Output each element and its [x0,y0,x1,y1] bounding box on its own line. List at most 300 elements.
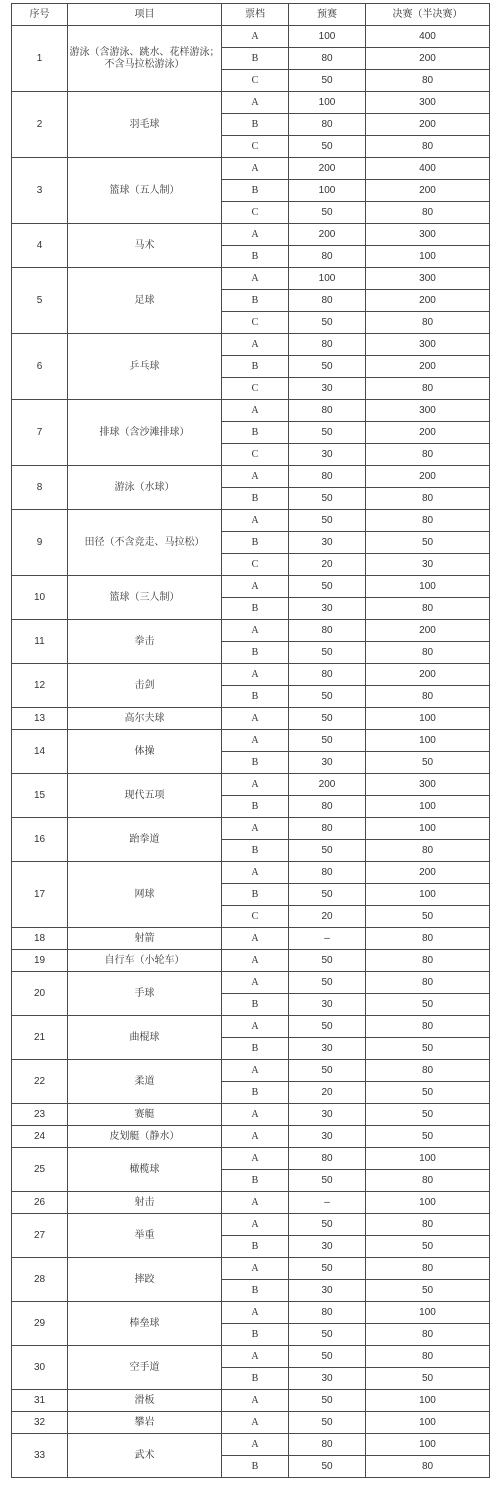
prelim-price-cell: 80 [289,290,366,312]
final-price-cell: 100 [366,1192,490,1214]
event-name: 棒垒球 [68,1302,222,1346]
tier-cell: A [222,1192,289,1214]
table-row [12,1302,490,1324]
prelim-price-cell: – [289,928,366,950]
final-price-cell: 200 [366,356,490,378]
final-price-cell: 80 [366,642,490,664]
prelim-price-cell: 30 [289,1126,366,1148]
prelim-price-cell: 100 [289,180,366,202]
prelim-price-cell: 30 [289,598,366,620]
ticket-price-table [11,3,490,1478]
table-row [12,510,490,532]
tier-cell: B [222,488,289,510]
event-name: 橄榄球 [68,1148,222,1192]
table-row [12,400,490,422]
tier-cell: A [222,950,289,972]
tier-cell: B [222,1324,289,1346]
header-tier: 票档 [222,4,289,26]
tier-cell: B [222,686,289,708]
tier-cell: A [222,510,289,532]
event-name: 自行车（小轮车） [68,950,222,972]
table-row [12,1192,490,1214]
row-number: 2 [12,92,68,158]
final-price-cell: 100 [366,1434,490,1456]
final-price-cell: 400 [366,26,490,48]
tier-cell: A [222,1214,289,1236]
row-number: 26 [12,1192,68,1214]
prelim-price-cell: 30 [289,1280,366,1302]
event-name: 羽毛球 [68,92,222,158]
tier-cell: A [222,972,289,994]
final-price-cell: 100 [366,1390,490,1412]
prelim-price-cell: 80 [289,1148,366,1170]
prelim-price-cell: 100 [289,26,366,48]
table-row [12,950,490,972]
tier-cell: A [222,862,289,884]
prelim-price-cell: 50 [289,1170,366,1192]
prelim-price-cell: 20 [289,906,366,928]
prelim-price-cell: 80 [289,114,366,136]
final-price-cell: 80 [366,70,490,92]
tier-cell: A [222,466,289,488]
event-name: 马术 [68,224,222,268]
prelim-price-cell: 20 [289,1082,366,1104]
table-row [12,1126,490,1148]
tier-cell: B [222,598,289,620]
prelim-price-cell: 50 [289,950,366,972]
table-row [12,576,490,598]
final-price-cell: 100 [366,884,490,906]
table-row [12,664,490,686]
prelim-price-cell: 50 [289,576,366,598]
row-number: 22 [12,1060,68,1104]
final-price-cell: 30 [366,554,490,576]
final-price-cell: 80 [366,136,490,158]
tier-cell: C [222,444,289,466]
table-row [12,1214,490,1236]
prelim-price-cell: 80 [289,246,366,268]
final-price-cell: 80 [366,972,490,994]
tier-cell: A [222,1104,289,1126]
row-number: 30 [12,1346,68,1390]
event-name: 篮球（三人制） [68,576,222,620]
row-number: 8 [12,466,68,510]
header-number: 序号 [12,4,68,26]
event-name: 举重 [68,1214,222,1258]
table-body [12,26,490,1478]
final-price-cell: 80 [366,312,490,334]
final-price-cell: 300 [366,334,490,356]
table-row [12,708,490,730]
final-price-cell: 80 [366,1258,490,1280]
row-number: 20 [12,972,68,1016]
final-price-cell: 80 [366,1214,490,1236]
final-price-cell: 200 [366,114,490,136]
row-number: 28 [12,1258,68,1302]
prelim-price-cell: 50 [289,730,366,752]
prelim-price-cell: 80 [289,664,366,686]
final-price-cell: 50 [366,1126,490,1148]
row-number: 23 [12,1104,68,1126]
prelim-price-cell: 80 [289,1302,366,1324]
tier-cell: A [222,774,289,796]
prelim-price-cell: 50 [289,1258,366,1280]
tier-cell: B [222,884,289,906]
event-name: 篮球（五人制） [68,158,222,224]
row-number: 31 [12,1390,68,1412]
prelim-price-cell: 50 [289,840,366,862]
row-number: 13 [12,708,68,730]
final-price-cell: 100 [366,818,490,840]
event-name: 网球 [68,862,222,928]
final-price-cell: 80 [366,1346,490,1368]
final-price-cell: 50 [366,1038,490,1060]
event-name: 乒乓球 [68,334,222,400]
prelim-price-cell: 80 [289,818,366,840]
row-number: 3 [12,158,68,224]
tier-cell: A [222,1346,289,1368]
table-row [12,26,490,48]
table-row [12,268,490,290]
tier-cell: A [222,664,289,686]
final-price-cell: 100 [366,708,490,730]
final-price-cell: 80 [366,378,490,400]
table-row [12,928,490,950]
tier-cell: A [222,92,289,114]
prelim-price-cell: 80 [289,334,366,356]
row-number: 33 [12,1434,68,1478]
prelim-price-cell: 50 [289,708,366,730]
tier-cell: A [222,818,289,840]
tier-cell: A [222,708,289,730]
event-name: 高尔夫球 [68,708,222,730]
prelim-price-cell: 50 [289,70,366,92]
final-price-cell: 80 [366,444,490,466]
table-row [12,862,490,884]
tier-cell: B [222,1368,289,1390]
prelim-price-cell: 80 [289,796,366,818]
table-row [12,972,490,994]
final-price-cell: 80 [366,488,490,510]
event-name: 曲棍球 [68,1016,222,1060]
tier-cell: C [222,312,289,334]
prelim-price-cell: 30 [289,444,366,466]
final-price-cell: 100 [366,1412,490,1434]
table-row [12,1434,490,1456]
table-row [12,466,490,488]
prelim-price-cell: 30 [289,1368,366,1390]
tier-cell: A [222,1126,289,1148]
tier-cell: B [222,796,289,818]
tier-cell: A [222,1060,289,1082]
final-price-cell: 200 [366,620,490,642]
prelim-price-cell: 80 [289,620,366,642]
event-name: 手球 [68,972,222,1016]
row-number: 32 [12,1412,68,1434]
tier-cell: B [222,1082,289,1104]
tier-cell: B [222,840,289,862]
prelim-price-cell: 200 [289,224,366,246]
prelim-price-cell: 50 [289,488,366,510]
event-name: 跆拳道 [68,818,222,862]
prelim-price-cell: 50 [289,686,366,708]
final-price-cell: 80 [366,950,490,972]
prelim-price-cell: 50 [289,202,366,224]
table-row [12,334,490,356]
prelim-price-cell: 50 [289,356,366,378]
tier-cell: A [222,1258,289,1280]
tier-cell: C [222,202,289,224]
final-price-cell: 80 [366,1170,490,1192]
prelim-price-cell: 50 [289,642,366,664]
prelim-price-cell: 50 [289,1016,366,1038]
tier-cell: A [222,158,289,180]
tier-cell: B [222,356,289,378]
tier-cell: B [222,114,289,136]
event-name: 体操 [68,730,222,774]
event-name: 现代五项 [68,774,222,818]
table-row [12,1346,490,1368]
prelim-price-cell: 50 [289,510,366,532]
event-name: 摔跤 [68,1258,222,1302]
final-price-cell: 200 [366,180,490,202]
tier-cell: A [222,1412,289,1434]
tier-cell: C [222,70,289,92]
table-row [12,1104,490,1126]
prelim-price-cell: 50 [289,1214,366,1236]
final-price-cell: 80 [366,598,490,620]
event-name: 空手道 [68,1346,222,1390]
row-number: 12 [12,664,68,708]
row-number: 18 [12,928,68,950]
prelim-price-cell: 30 [289,1236,366,1258]
row-number: 24 [12,1126,68,1148]
final-price-cell: 80 [366,1060,490,1082]
tier-cell: A [222,26,289,48]
final-price-cell: 100 [366,1148,490,1170]
final-price-cell: 400 [366,158,490,180]
event-name: 击剑 [68,664,222,708]
final-price-cell: 80 [366,686,490,708]
event-name: 田径（不含竞走、马拉松） [68,510,222,576]
prelim-price-cell: 50 [289,422,366,444]
final-price-cell: 50 [366,1082,490,1104]
tier-cell: B [222,246,289,268]
row-number: 4 [12,224,68,268]
row-number: 27 [12,1214,68,1258]
row-number: 5 [12,268,68,334]
final-price-cell: 80 [366,510,490,532]
table-row [12,1412,490,1434]
prelim-price-cell: 50 [289,1456,366,1478]
row-number: 17 [12,862,68,928]
tier-cell: A [222,1148,289,1170]
tier-cell: B [222,48,289,70]
prelim-price-cell: 80 [289,1434,366,1456]
event-name: 排球（含沙滩排球） [68,400,222,466]
final-price-cell: 50 [366,1236,490,1258]
prelim-price-cell: 50 [289,1060,366,1082]
tier-cell: A [222,730,289,752]
tier-cell: A [222,1434,289,1456]
tier-cell: A [222,1390,289,1412]
prelim-price-cell: 80 [289,466,366,488]
row-number: 14 [12,730,68,774]
header-final: 决赛（半决赛） [366,4,490,26]
prelim-price-cell: 50 [289,972,366,994]
prelim-price-cell: 50 [289,1412,366,1434]
event-name: 赛艇 [68,1104,222,1126]
row-number: 16 [12,818,68,862]
final-price-cell: 100 [366,1302,490,1324]
event-name: 柔道 [68,1060,222,1104]
prelim-price-cell: 20 [289,554,366,576]
table-row [12,774,490,796]
final-price-cell: 300 [366,268,490,290]
tier-cell: A [222,400,289,422]
final-price-cell: 80 [366,1016,490,1038]
tier-cell: B [222,1280,289,1302]
event-name: 皮划艇（静水） [68,1126,222,1148]
final-price-cell: 200 [366,290,490,312]
table-row [12,1148,490,1170]
final-price-cell: 300 [366,224,490,246]
prelim-price-cell: 30 [289,752,366,774]
tier-cell: A [222,1016,289,1038]
table-row [12,1390,490,1412]
prelim-price-cell: 50 [289,1346,366,1368]
final-price-cell: 80 [366,840,490,862]
row-number: 29 [12,1302,68,1346]
final-price-cell: 50 [366,1280,490,1302]
tier-cell: B [222,532,289,554]
event-name: 射击 [68,1192,222,1214]
event-name: 足球 [68,268,222,334]
tier-cell: B [222,422,289,444]
event-name: 攀岩 [68,1412,222,1434]
tier-cell: A [222,620,289,642]
row-number: 1 [12,26,68,92]
prelim-price-cell: 30 [289,1038,366,1060]
prelim-price-cell: 30 [289,1104,366,1126]
final-price-cell: 80 [366,202,490,224]
final-price-cell: 200 [366,862,490,884]
final-price-cell: 100 [366,576,490,598]
row-number: 19 [12,950,68,972]
prelim-price-cell: 100 [289,92,366,114]
prelim-price-cell: 50 [289,884,366,906]
final-price-cell: 300 [366,92,490,114]
prelim-price-cell: – [289,1192,366,1214]
final-price-cell: 50 [366,532,490,554]
final-price-cell: 200 [366,664,490,686]
table-row [12,1016,490,1038]
event-name: 拳击 [68,620,222,664]
event-name: 武术 [68,1434,222,1478]
final-price-cell: 80 [366,928,490,950]
tier-cell: B [222,1170,289,1192]
tier-cell: C [222,136,289,158]
tier-cell: C [222,378,289,400]
tier-cell: A [222,1302,289,1324]
tier-cell: B [222,290,289,312]
prelim-price-cell: 200 [289,774,366,796]
tier-cell: B [222,642,289,664]
row-number: 15 [12,774,68,818]
prelim-price-cell: 80 [289,400,366,422]
tier-cell: B [222,1456,289,1478]
row-number: 25 [12,1148,68,1192]
event-name: 射箭 [68,928,222,950]
final-price-cell: 50 [366,1104,490,1126]
final-price-cell: 50 [366,994,490,1016]
tier-cell: A [222,268,289,290]
tier-cell: B [222,752,289,774]
header-event: 项目 [68,4,222,26]
header-prelim: 预赛 [289,4,366,26]
final-price-cell: 200 [366,48,490,70]
prelim-price-cell: 100 [289,268,366,290]
final-price-cell: 80 [366,1456,490,1478]
tier-cell: C [222,906,289,928]
final-price-cell: 300 [366,774,490,796]
row-number: 9 [12,510,68,576]
final-price-cell: 300 [366,400,490,422]
final-price-cell: 50 [366,752,490,774]
tier-cell: C [222,554,289,576]
prelim-price-cell: 50 [289,312,366,334]
table-row [12,1060,490,1082]
prelim-price-cell: 50 [289,1324,366,1346]
tier-cell: B [222,1236,289,1258]
tier-cell: A [222,576,289,598]
tier-cell: A [222,928,289,950]
table-row [12,730,490,752]
prelim-price-cell: 50 [289,136,366,158]
final-price-cell: 80 [366,1324,490,1346]
prelim-price-cell: 80 [289,862,366,884]
row-number: 6 [12,334,68,400]
final-price-cell: 100 [366,730,490,752]
table-header-row [12,4,490,26]
table-row [12,92,490,114]
table-row [12,620,490,642]
event-name: 游泳（水球） [68,466,222,510]
table-row [12,1258,490,1280]
row-number: 21 [12,1016,68,1060]
final-price-cell: 100 [366,796,490,818]
final-price-cell: 50 [366,906,490,928]
prelim-price-cell: 30 [289,378,366,400]
tier-cell: B [222,1038,289,1060]
prelim-price-cell: 50 [289,1390,366,1412]
prelim-price-cell: 30 [289,532,366,554]
prelim-price-cell: 80 [289,48,366,70]
event-name: 滑板 [68,1390,222,1412]
prelim-price-cell: 30 [289,994,366,1016]
final-price-cell: 200 [366,422,490,444]
tier-cell: A [222,224,289,246]
final-price-cell: 50 [366,1368,490,1390]
final-price-cell: 200 [366,466,490,488]
table-row [12,224,490,246]
table-row [12,158,490,180]
row-number: 7 [12,400,68,466]
event-name: 游泳（含游泳、跳水、花样游泳；不含马拉松游泳） [68,26,222,92]
prelim-price-cell: 200 [289,158,366,180]
tier-cell: B [222,994,289,1016]
final-price-cell: 100 [366,246,490,268]
